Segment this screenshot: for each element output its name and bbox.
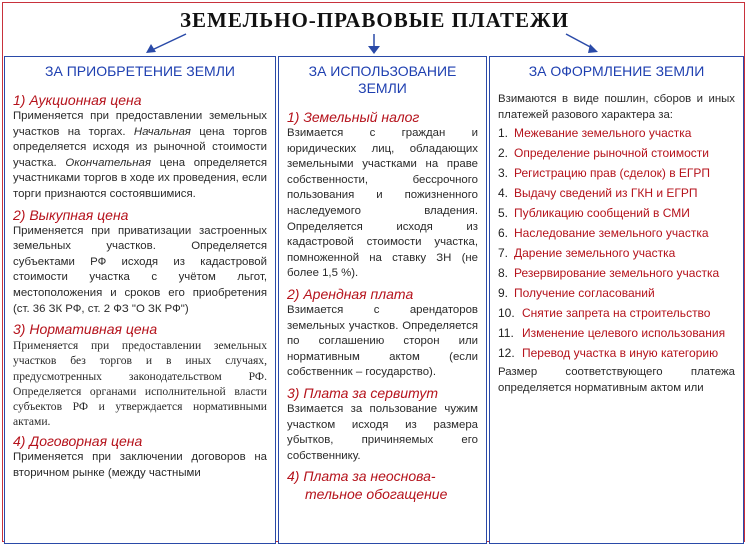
column-heading: ЗА ПРИОБРЕТЕНИЕ ЗЕМЛИ xyxy=(45,63,235,79)
section-title-unjust-enrichment: 4) Плата за неоснова- тельное обогащение xyxy=(287,468,448,503)
list-item: 7. Дарение земельного участка xyxy=(498,246,676,261)
section-title-buyout-price: 2) Выкупная цена xyxy=(13,206,129,223)
column-heading: ЗА ОФОРМЛЕНИЕ ЗЕМЛИ xyxy=(528,63,705,79)
section-text-land-tax: Взимается с граждан и юридических лиц, обладающих земельными участками на праве собственности, бессрочного пользования и пожизненного наследуемого владения. Определяется исходя из кадастровой стоимости участка, помноженной на ставку ЗН (не более 1,5 %). xyxy=(287,127,478,280)
list-item: 10. Снятие запрета на строительство xyxy=(498,306,711,321)
list-item: 4. Выдачу сведений из ГКН и ЕГРП xyxy=(498,186,698,201)
section-text-normative-price: Применяется при предоставлении земельных участков без торгов и в иных случаях, предусмотренных законодательством РФ. Определяется органами исполнительной власти субъектов РФ и утверждается нормативными актами. xyxy=(13,339,267,429)
arrowhead-usage xyxy=(368,46,380,54)
section-title-rent: 2) Арендная плата xyxy=(287,285,414,302)
section-text-buyout-price: Применяется при приватизации застроенных земельных участков. Определяется субъектами РФ исходя из кадастровой стоимости участка с учётом льгот, местоположения и сроков его приобретения (ст. 36 ЗК РФ, ст. 2 ФЗ "О ЗК РФ") xyxy=(13,224,267,315)
section-title-normative-price: 3) Нормативная цена xyxy=(13,321,158,338)
column-registration xyxy=(489,56,744,544)
connector-arrows xyxy=(0,0,749,60)
section-title-servitude: 3) Плата за сервитут xyxy=(287,384,439,401)
section-title-auction-price: 1) Аукционная цена xyxy=(13,92,142,108)
list-item: 3. Регистрацию прав (сделок) в ЕГРП xyxy=(498,166,711,181)
registration-intro: Взимаются в виде пошлин, сборов и иных платежей разового характера за: xyxy=(498,93,735,121)
list-item: 12. Перевод участка в иную категорию xyxy=(498,346,719,361)
registration-items-list xyxy=(490,125,743,361)
section-title-land-tax: 1) Земельный налог xyxy=(287,109,420,125)
section-title-contract-price: 4) Договорная цена xyxy=(13,433,143,450)
column-acquisition xyxy=(4,56,276,544)
list-item: 1. Межевание земельного участка xyxy=(498,126,692,141)
section-text-auction-price: Применяется при предоставлении земельных участков на торгах. Начальная цена торгов определяется исходя из рыночной стоимости участка. Окончательная цена определяется участниками торгов в ходе их проведения, если торги признаются состоявшимися. xyxy=(13,110,267,200)
list-item: 6. Наследование земельного участка xyxy=(498,226,709,241)
section-text-rent: Взимается с арендаторов земельных участков. Определяется по соглашению сторон или нормативным актом (если собственник – государство). xyxy=(287,303,478,379)
registration-outro: Размер соответствующего платежа определяется нормативным актом или xyxy=(498,366,735,394)
column-usage xyxy=(278,56,487,544)
list-item: 9. Получение согласований xyxy=(498,286,655,301)
list-item: 11. Изменение целевого использования xyxy=(498,326,726,341)
arrowhead-registration xyxy=(588,44,598,53)
diagram-title: ЗЕМЕЛЬНО-ПРАВОВЫЕ ПЛАТЕЖИ xyxy=(179,8,570,32)
column-heading: ЗА ИСПОЛЬЗОВАНИЕ ЗЕМЛИ xyxy=(308,63,457,96)
arrow-to-acquisition xyxy=(152,34,186,50)
section-text-servitude: Взимается за пользование чужим участком исходя из размера убытков, причиняемых его собственнику. xyxy=(287,402,478,462)
list-item: 8. Резервирование земельного участка xyxy=(498,266,720,281)
list-item: 2. Определение рыночной стоимости xyxy=(498,146,709,161)
section-text-contract-price: Применяется при заключении договоров на вторичном рынке (между частными xyxy=(13,451,267,479)
list-item: 5. Публикацию сообщений в СМИ xyxy=(498,206,690,221)
